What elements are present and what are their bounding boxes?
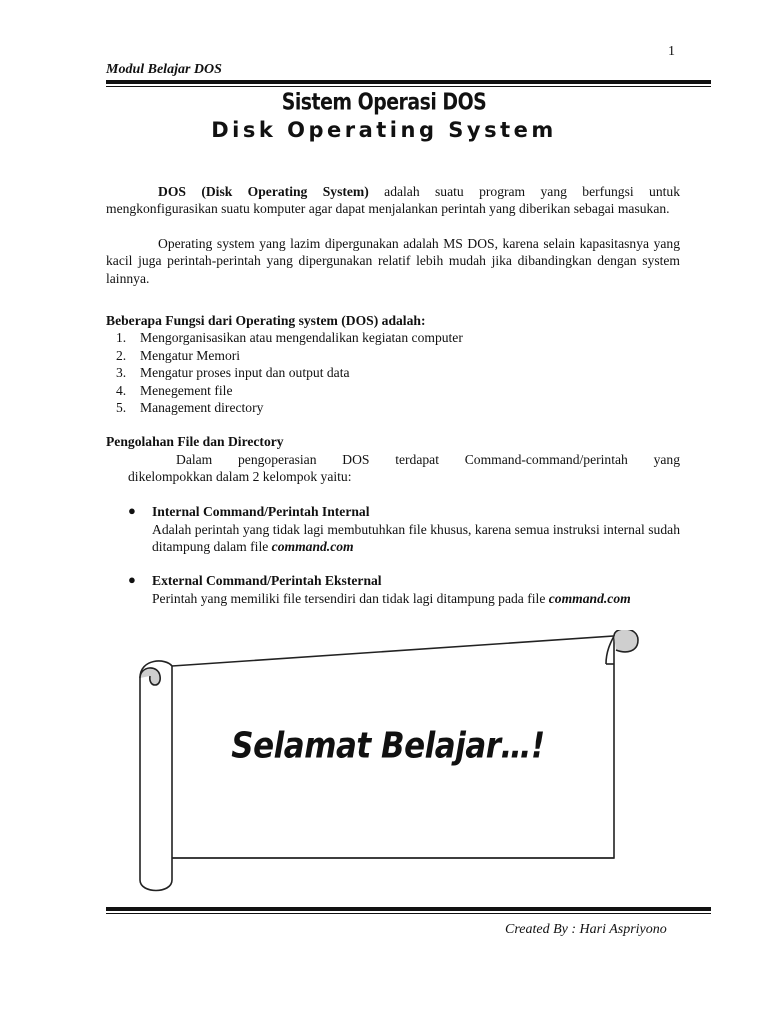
page-number: 1: [668, 44, 675, 59]
list-item: 3. Mengatur proses input dan output data: [116, 365, 350, 380]
external-command-desc: Perintah yang memiliki file tersendiri dan tidak lagi ditampung pada file command.com: [152, 590, 631, 606]
functions-heading: Beberapa Fungsi dari Operating system (DOS) adalah:: [106, 313, 426, 328]
intro-paragraph-2: [106, 235, 680, 287]
intro-p2-text: Operating system yang lazim dipergunakan adalah MS DOS, karena selain kapasitasnya yang kacil juga perintah-perintah yang dipergunakan relatif lebih mudah jika dibandingkan dengan system lainnya.: [106, 236, 680, 286]
footer-credit: Created By : Hari Aspriyono: [505, 922, 667, 937]
pengolahan-line-2: dikelompokkan dalam 2 kelompok yaitu:: [128, 469, 352, 484]
bullet-icon: ●: [128, 503, 136, 518]
intro-paragraph-1: [106, 183, 680, 218]
intro-p1-text: adalah suatu program yang berfungsi untuk mengkonfigurasikan suatu komputer agar dapat menjalankan perintah yang diberikan sebagai masukan.: [106, 184, 680, 217]
footer-rule: [106, 907, 711, 911]
footer-rule-thin: [106, 913, 711, 914]
page-title: Sistem Operasi DOS: [281, 88, 487, 116]
internal-command-title: Internal Command/Perintah Internal: [152, 504, 370, 519]
pengolahan-line-1: Dalam pengoperasian DOS terdapat Command-command/perintah yang: [176, 452, 680, 467]
bullet-icon: ●: [128, 572, 136, 587]
external-command-item: [128, 572, 680, 607]
banner-text: Selamat Belajar…!: [231, 725, 545, 767]
external-command-file: command.com: [548, 590, 631, 606]
internal-command-item: [128, 503, 680, 556]
header-rule: [106, 80, 711, 84]
header-title: Modul Belajar DOS: [106, 62, 222, 77]
internal-command-desc: Adalah perintah yang tidak lagi membutuhkan file khusus, karena semua instruksi internal sudah ditampung dalam file command.com: [152, 521, 680, 555]
list-item: 2. Mengatur Memori: [116, 347, 241, 363]
internal-command-file: command.com: [271, 539, 354, 555]
pengolahan-heading: Pengolahan File dan Directory: [106, 434, 284, 449]
functions-list: [116, 329, 463, 417]
page-subtitle: Disk Operating System: [211, 118, 557, 142]
list-item: 5. Management directory: [116, 400, 264, 415]
list-item: 1. Mengorganisasikan atau mengendalikan kegiatan computer: [116, 330, 463, 345]
intro-bold-term: DOS (Disk Operating System): [158, 184, 369, 199]
external-command-title: External Command/Perintah Eksternal: [152, 573, 382, 588]
header-rule-thin: [106, 86, 711, 87]
list-item: 4. Menegement file: [116, 382, 233, 398]
